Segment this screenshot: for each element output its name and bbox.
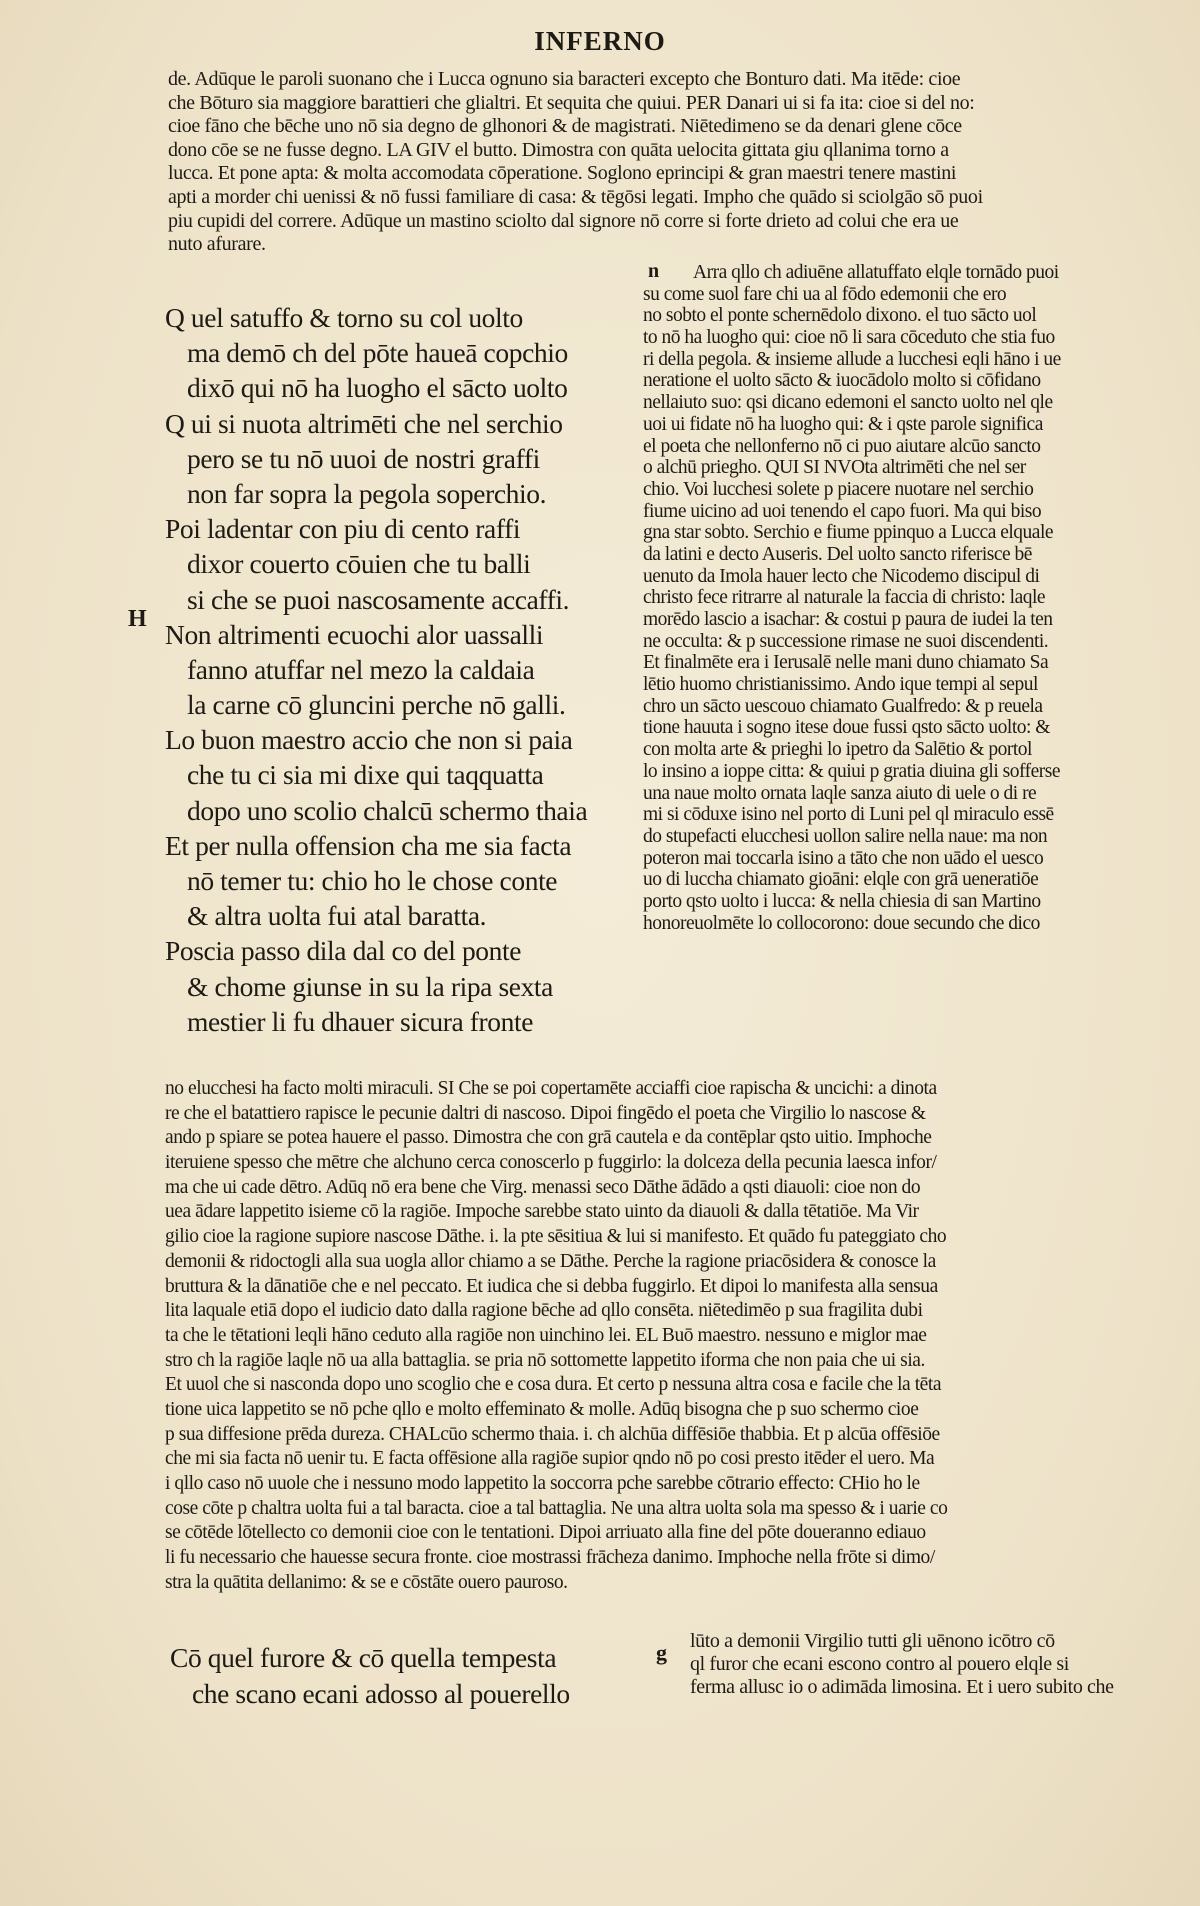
verse-line: dixor couerto cōuien che tu balli (187, 548, 531, 580)
right-commentary-2 (690, 1630, 1180, 1699)
commentary-line: mi si cōduxe isino nel porto di Luni pel ql miraculo essē (643, 804, 1054, 826)
commentary-line: chio. Voi lucchesi solete p piacere nuotare nel serchio (643, 478, 1034, 500)
commentary-line: che Bōturo sia maggiore barattieri che glialtri. Et sequita che quiui. PER Danari ui si fa ita: cioe si del no: (168, 91, 975, 114)
commentary-line: Et finalmēte era i Ierusalē nelle mani duno chiamato Sa (643, 652, 1049, 674)
verse-line: Q uel satuffo & torno su col uolto (165, 302, 523, 333)
commentary-line: gna star sobto. Serchio e fiume ppinquo a Lucca elquale (643, 522, 1054, 544)
bottom-commentary (165, 1077, 1180, 1595)
verse-line: Poscia passo dila dal co del ponte (165, 935, 522, 967)
verse-line: non far sopra la pegola soperchio. (187, 477, 547, 509)
commentary-line: lētio huomo christianissimo. Ando ique tempi al sepul (643, 674, 1038, 696)
commentary-line: honoreuolmēte lo collocorono: doue secundo che dico (643, 912, 1040, 934)
commentary-line: bruttura & la dānatiōe che e nel peccato. Et iudica che si debba fuggirlo. Et dipoi lo manifesta alla sensua (165, 1275, 938, 1297)
margin-letter-g: g (656, 1640, 667, 1665)
verse-line: Non altrimenti ecuochi alor uassalli (165, 618, 544, 650)
commentary-line: do stupefacti elucchesi uollon salire nella naue: ma non (643, 825, 1048, 847)
commentary-line: demonii & ridoctogli alla sua uogla allor chiamo a se Dāthe. Perche la ragione priacōsidera & conosce la (165, 1250, 936, 1272)
commentary-line: una naue molto ornata laqle sanza aiuto di uele o di re (643, 782, 1037, 804)
verse-line: dixō qui nō ha luogho el sācto uolto (187, 372, 568, 404)
commentary-line: tione hauuta i sogno itese doue fussi qsto sācto uolto: & (643, 717, 1050, 739)
verse-line: Cō quel furore & cō quella tempesta (170, 1642, 557, 1673)
intro-commentary (168, 68, 1178, 257)
commentary-line: se cōtēde lōtellecto co demonii cioe con le tentationi. Dipoi arriuato alla fine del pōte doueranno ediauo (165, 1522, 926, 1544)
commentary-line: to nō ha luogho qui: cioe nō li sara cōceduto che stia fuo (643, 327, 1055, 349)
commentary-line: ri della pegola. & insieme allude a lucchesi eqli hāno i ue (643, 348, 1061, 370)
commentary-line: morēdo lascio a isachar: & costui p paura de iudei la ten (643, 609, 1053, 630)
commentary-line: no elucchesi ha facto molti miraculi. SI Che se poi copertamēte acciaffi cioe rapischa & uncichi: a dinota (165, 1078, 937, 1099)
right-commentary-1 (643, 262, 1183, 934)
verse-line: Poi ladentar con piu di cento raffi (165, 513, 521, 545)
commentary-line: re che el batattiero rapisce le pecunie daltri di nascoso. Dipoi fingēdo el poeta che Virgilio lo nascose & (165, 1102, 926, 1124)
verse-line: & altra uolta fui atal baratta. (187, 900, 487, 932)
commentary-line: lucca. Et pone apta: & molta accomodata cōperatione. Soglono eprincipi & gran maestri tenere mastini (168, 162, 957, 185)
commentary-line: ferma allusc io o adimāda limosina. Et i uero subito che (690, 1676, 1114, 1698)
commentary-line: uenuto da Imola hauer lecto che Nicodemo discipul di (643, 565, 1040, 587)
verse-line: che scano ecani adosso al pouerello (192, 1678, 570, 1709)
commentary-line: stro ch la ragiōe laqle nō ua alla battaglia. se pria nō sottomette lappetito iforma che non paia che ui sia. (165, 1349, 925, 1371)
verse-line: la carne cō gluncini perche nō galli. (187, 689, 566, 721)
verse-line: dopo uno scolio chalcū schermo thaia (187, 794, 588, 826)
commentary-line: ta che le tētationi leqli hāno ceduto alla ragiōe non uinchino lei. EL Buō maestro. nessuno e miglor mae (165, 1324, 927, 1346)
commentary-line: uea ādare lappetito isieme cō la ragiōe. Impoche sarebbe stato uinto da diauoli & dalla tētatiōe. Ma Vir (165, 1201, 919, 1223)
commentary-line: i qllo caso nō uuole che i nessuno modo lappetito la soccorra pche sarebbe cōtrario effecto: CHio ho le (165, 1473, 920, 1494)
commentary-line: uo di luccha chiamato gioāni: elqle con grā ueneratiōe (643, 869, 1039, 891)
commentary-line: lo insino a ioppe citta: & quiui p gratia diuina gli sofferse (643, 760, 1061, 782)
commentary-line: piu cupidi del correre. Adūque un mastino sciolto dal signore nō corre si forte drieto ad colui che era ue (168, 209, 959, 232)
commentary-line: lita laquale etiā dopo el iudicio dato dalla ragione bēche ad qllo consēta. niētedimēo p sua fragilita dubi (165, 1300, 923, 1322)
verse-line: si che se puoi nascosamente accaffi. (187, 583, 570, 615)
commentary-line: p sua diffesione prēda dureza. CHALcūo schermo thaia. i. ch alchūa diffēsiōe thabbia. Et p alcūa offēsiōe (165, 1423, 940, 1445)
commentary-line: Arra qllo ch adiuēne allatuffato elqle tornādo puoi (693, 262, 1059, 283)
commentary-line: ando p spiare se potea hauere el passo. Dimostra che con grā cautela e da contēplar qsto uitio. Imphoche (165, 1127, 932, 1149)
commentary-line: apti a morder chi uenissi & nō fussi familiare di casa: & tēgōsi legati. Impho che quādo si sciolgāo sō puoi (168, 185, 983, 208)
page-header: INFERNO (534, 26, 666, 56)
commentary-line: christo fece ritrarre al naturale la faccia di christo: laqle (643, 587, 1046, 609)
margin-letter-n: n (648, 260, 660, 282)
commentary-line: fiume uicino ad uoi tenendo el capo fuori. Ma qui biso (643, 500, 1042, 522)
commentary-line: cose cōte p chaltra uolta fui a tal baracta. cioe a tal battaglia. Ne una altra uolta sola ma spesso & i uarie co (165, 1497, 948, 1519)
commentary-line: chro un sācto uescouo chiamato Gualfredo: & p reuela (643, 695, 1043, 717)
margin-letter-h: H (128, 606, 147, 632)
verse-line: Lo buon maestro accio che non si paia (165, 724, 573, 756)
commentary-line: uoi ui fidate nō ha luogho qui: & i qste parole significa (643, 413, 1043, 435)
commentary-line: nuto afurare. (168, 233, 266, 256)
commentary-line: con molta arte & prieghi lo ipetro da Salētio & portol (643, 739, 1032, 761)
verse-line: nō temer tu: chio ho le chose conte (187, 865, 558, 896)
verse-line: che tu ci sia mi dixe qui taqquatta (187, 759, 544, 791)
verse-block-2 (170, 1640, 640, 1712)
commentary-line: no sobto el ponte schernēdolo dixono. el tuo sācto uol (643, 305, 1037, 327)
commentary-line: iteruiene spesso che mētre che alchuno cerca conoscerlo p fuggirlo: la dolceza della pecunia laesca infor/ (165, 1152, 937, 1174)
commentary-line: dono cōe se ne fusse degno. LA GIV el butto. Dimostra con quāta uelocita gittata giu qllanima torno a (168, 138, 949, 161)
commentary-line: stra la quātita dellanimo: & se e cōstāte ouero pauroso. (165, 1571, 568, 1593)
verse-line: fanno atuffar nel mezo la caldaia (187, 653, 535, 685)
commentary-line: de. Adūque le paroli suonano che i Lucca ognuno sia baracteri excepto che Bonturo dati. Ma itēde: cioe (168, 68, 961, 90)
commentary-line: lūto a demonii Virgilio tutti gli uēnono icōtro cō (690, 1630, 1055, 1652)
commentary-line: li fu necessario che hauesse secura fronte. cioe mostrassi frācheza danimo. Imphoche nella frōte si dimo/ (165, 1547, 935, 1569)
commentary-line: su come suol fare chi ua al fōdo edemonii che ero (643, 283, 1007, 305)
verse-line: mestier li fu dhauer sicura fronte (187, 1005, 534, 1037)
commentary-line: el poeta che nellonferno nō ci puo aiutare alcūo sancto (643, 435, 1041, 457)
commentary-line: ma che ui cade dētro. Adūq nō era bene che Virg. menassi seco Dāthe ādādo a qsti diauoli: cioe non do (165, 1176, 921, 1198)
commentary-line: Et uuol che si nasconda dopo uno scoglio che e cosa dura. Et certo p nessuna altra cosa e facile che la tēta (165, 1374, 942, 1396)
verse-line: pero se tu nō uuoi de nostri graffi (187, 442, 540, 474)
commentary-line: da latini e decto Auseris. Del uolto sancto riferisce bē (643, 543, 1032, 565)
commentary-line: ne occulta: & p successione rimase ne suoi discendenti. (643, 630, 1049, 652)
commentary-line: cioe fāno che bēche uno nō sia degno de glhonori & de magistrati. Niētedimeno se da denari glene cōce (168, 115, 962, 138)
commentary-line: poteron mai toccarla isino a tāto che non uādo el uesco (643, 847, 1044, 869)
verse-block-1 (165, 300, 635, 1039)
verse-line: Q ui si nuota altrimēti che nel serchio (165, 407, 563, 439)
commentary-line: neratione el uolto sācto & iuocādolo molto si cōfidano (643, 370, 1041, 392)
commentary-line: o alchū priegho. QUI SI NVOta altrimēti che nel ser (643, 457, 1026, 479)
commentary-line: tione uica lappetito se nō pche qllo e molto effeminato & molle. Adūq bisogna che p suo schermo cioe (165, 1398, 919, 1420)
verse-line: ma demō ch del pōte haueā copchio (187, 337, 568, 369)
commentary-line: porto qsto uolto i lucca: & nella chiesia di san Martino (643, 890, 1041, 912)
commentary-line: nellaiuto suo: qsi dicano edemoni el sancto uolto nel qle (643, 392, 1053, 414)
commentary-line: che mi sia facta nō uenir tu. E facta offēsione alla ragiōe supior qndo nō po cosi presto itēder el uero. Ma (165, 1448, 935, 1470)
verse-line: & chome giunse in su la ripa sexta (187, 970, 553, 1002)
verse-line: Et per nulla offension cha me sia facta (165, 829, 572, 861)
commentary-line: ql furor che ecani escono contro al pouero elqle si (690, 1653, 1069, 1675)
commentary-line: gilio cioe la ragione supiore nascose Dāthe. i. la pte sēsitiua & lui si manifesto. Et quādo fu pateggiato cho (165, 1226, 947, 1248)
